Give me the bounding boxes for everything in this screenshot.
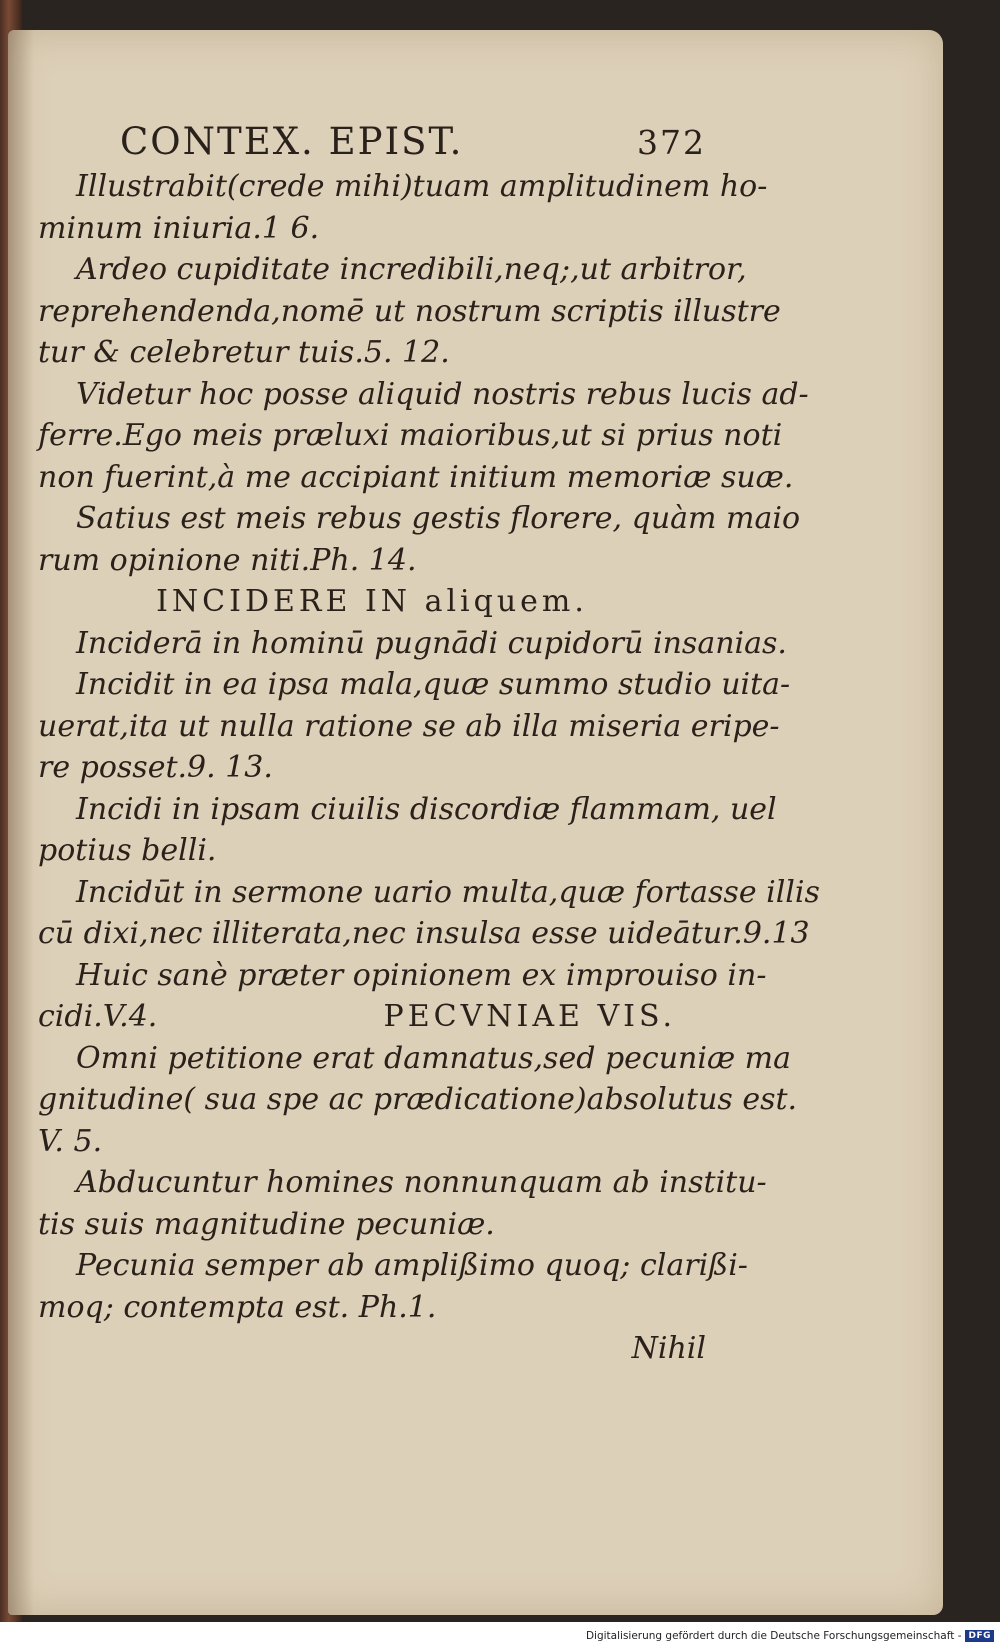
text-line: Ardeo cupiditate incredibili,neq;,ut arbitror,	[76, 252, 747, 287]
text-line: re posset.9. 13.	[38, 750, 273, 785]
page-text	[38, 120, 820, 1370]
running-title: CONTEX. EPIST.	[120, 120, 464, 163]
digitization-footer	[586, 1628, 994, 1644]
text-line: Satius est meis rebus gestis florere, quàm maio	[76, 501, 801, 536]
text-line: rum opinione niti.Ph. 14.	[38, 542, 417, 578]
footer-credit: Digitalisierung gefördert durch die Deutsche Forschungsgemeinschaft -	[585, 1630, 962, 1642]
text-line: reprehendenda,nomē ut nostrum scriptis illustre	[38, 293, 781, 329]
text-line-with-heading	[38, 996, 706, 1038]
text-line: Pecunia semper ab amplißimo quoq; clarißi-	[76, 1248, 748, 1283]
text-line: non fuerint,à me accipiant initium memoriæ suæ.	[38, 459, 794, 495]
section-heading: INCIDERE IN aliquem.	[156, 584, 588, 619]
text-line: tis suis magnitudine pecuniæ.	[38, 1206, 495, 1242]
page-gutter-shadow	[8, 30, 34, 1615]
text-fragment: cidi.V.4.	[38, 999, 158, 1034]
text-line: Incidūt in sermone uario multa,quæ fortasse illis	[76, 874, 820, 910]
text-line: Huic sanè præter opinionem ex improuiso in-	[76, 957, 767, 993]
text-line: uerat,ita ut nulla ratione se ab illa miseria eripe-	[38, 708, 780, 744]
text-line: Videtur hoc posse aliquid nostris rebus lucis ad-	[76, 376, 809, 412]
text-line: Incidi in ipsam ciuilis discordiæ flammam, uel	[76, 791, 777, 827]
page-number: 372	[637, 123, 706, 162]
text-line: V. 5.	[38, 1123, 103, 1159]
running-header	[38, 120, 706, 166]
text-line: potius belli.	[38, 833, 217, 868]
text-line: Illustrabit(crede mihi)tuam amplitudinem ho-	[76, 169, 768, 204]
text-line: Incidit in ea ipsa mala,quæ summo studio uita-	[76, 667, 791, 702]
text-line: ferre.Ego meis præluxi maioribus,ut si prius noti	[38, 418, 783, 453]
catchword: Nihil	[631, 1331, 706, 1366]
text-line: minum iniuria.1 6.	[38, 210, 320, 246]
text-line: gnitudine( sua spe ac prædicatione)absolutus est.	[38, 1082, 798, 1117]
section-heading: PECVNIAE VIS.	[383, 999, 676, 1034]
text-line: moq; contempta est. Ph.1.	[38, 1289, 437, 1325]
text-line: Omni petitione erat damnatus,sed pecuniæ ma	[76, 1040, 792, 1076]
dfg-logo-icon: DFG	[965, 1630, 994, 1642]
text-line: Abducuntur homines nonnunquam ab institu-	[76, 1165, 767, 1200]
text-line: cū dixi,nec illiterata,nec insulsa esse uideātur.9.13	[38, 916, 810, 951]
text-line: tur & celebretur tuis.5. 12.	[38, 335, 450, 370]
text-line: Inciderā in hominū pugnādi cupidorū insanias.	[76, 625, 787, 661]
